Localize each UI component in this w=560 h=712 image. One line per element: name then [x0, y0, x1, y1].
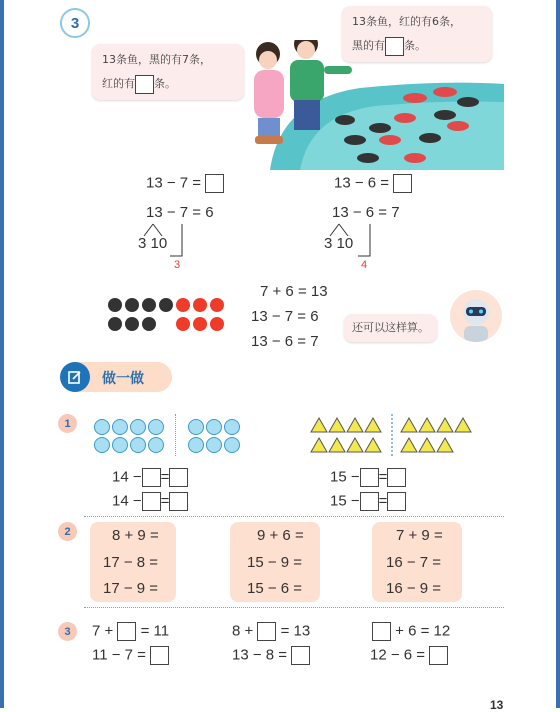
- equation-text: 15 −: [330, 468, 360, 486]
- answer-box[interactable]: [372, 622, 391, 641]
- ex2-c2-r3: 15 − 6 =: [247, 580, 303, 597]
- answer-box[interactable]: [387, 468, 406, 487]
- circle-shape: [148, 437, 164, 453]
- equation-text: 13 − 8 =: [232, 646, 288, 664]
- answer-box[interactable]: [142, 468, 161, 487]
- circle-shape: [94, 437, 110, 453]
- ex1-left-eq2: [112, 492, 188, 511]
- ex3-r1-c1: [92, 622, 169, 641]
- exercise-badge-3: 3: [58, 622, 77, 641]
- equation-text: 13 − 6 =: [334, 174, 390, 192]
- ex2-c3-r2: 16 − 7 =: [386, 554, 442, 571]
- red-dot: [176, 317, 190, 331]
- circle-shape: [112, 419, 128, 435]
- bubble-girl-pre: 红的有: [102, 77, 135, 90]
- robot-avatar: [450, 290, 502, 342]
- section-divider: [84, 607, 504, 608]
- ex2-c2-r2: 15 − 9 =: [247, 554, 303, 571]
- equation-text: 14 −: [112, 492, 142, 510]
- ex2-c3-r1: 7 + 9 =: [396, 527, 443, 544]
- answer-box[interactable]: [169, 492, 188, 511]
- red-dot: [210, 317, 224, 331]
- circle-shape: [130, 437, 146, 453]
- fact-family-2: 13 − 7 = 6: [251, 308, 319, 325]
- equation-text: 7 +: [92, 622, 114, 640]
- black-dot: [108, 298, 122, 312]
- practice-icon: [60, 362, 90, 392]
- triangle-group: [308, 414, 478, 458]
- answer-box[interactable]: [257, 622, 276, 641]
- page-border-right: [556, 0, 560, 708]
- answer-box[interactable]: [135, 75, 154, 94]
- red-dot: [210, 298, 224, 312]
- bubble-boy-line1: 13条鱼，红的有6条，: [352, 15, 461, 28]
- circle-shape: [206, 437, 222, 453]
- circle-shape: [112, 437, 128, 453]
- page-border-left: [0, 0, 4, 708]
- speech-bubble-girl: [92, 44, 244, 100]
- answer-box[interactable]: [429, 646, 448, 665]
- section-divider: [84, 516, 504, 517]
- decomp-left-eq: 13 − 7 = 6: [146, 204, 214, 221]
- circle-shape: [188, 437, 204, 453]
- equation-text: = 13: [280, 622, 311, 640]
- black-dot: [159, 298, 173, 312]
- equation-text: 15 −: [330, 492, 360, 510]
- equation-text: 8 +: [232, 622, 254, 640]
- black-dot: [142, 317, 156, 331]
- equation-text: 11 − 7 =: [92, 646, 146, 664]
- ex1-left-eq1: [112, 468, 188, 487]
- decomp-left-parts: 3 10: [138, 235, 168, 252]
- ex2-c1-r2: 17 − 8 =: [103, 554, 159, 571]
- practice-title: 做一做: [102, 371, 144, 387]
- equation-text: 13 − 7 =: [146, 174, 202, 192]
- circle-shape: [224, 437, 240, 453]
- answer-box[interactable]: [291, 646, 310, 665]
- equation-text: 14 −: [112, 468, 142, 486]
- answer-box[interactable]: [360, 492, 379, 511]
- fact-family-1: 7 + 6 = 13: [260, 283, 328, 300]
- equals-sign: =: [160, 468, 170, 486]
- ex3-r2-c3: [370, 646, 448, 665]
- red-dot: [193, 317, 207, 331]
- ex2-c3-r3: 16 − 9 =: [386, 580, 442, 597]
- ex3-r1-c3: [372, 622, 450, 641]
- circle-shape: [188, 419, 204, 435]
- equation-text: = 11: [140, 622, 170, 640]
- ex2-c1-r1: 8 + 9 =: [112, 527, 159, 544]
- answer-box[interactable]: [117, 622, 136, 641]
- black-dot: [142, 298, 156, 312]
- red-dot: [193, 298, 207, 312]
- bubble-girl-line1: 13条鱼，黑的有7条，: [102, 53, 211, 66]
- circle-shape: [224, 419, 240, 435]
- black-dot: [108, 317, 122, 331]
- exercise-badge-1: 1: [58, 414, 77, 433]
- circle-shape: [206, 419, 222, 435]
- answer-box[interactable]: [169, 468, 188, 487]
- speech-bubble-boy: [342, 6, 492, 62]
- group-divider: [175, 414, 176, 456]
- answer-box[interactable]: [150, 646, 169, 665]
- answer-box[interactable]: [387, 492, 406, 511]
- black-dot: [125, 317, 139, 331]
- red-dot: [176, 298, 190, 312]
- answer-box[interactable]: [393, 174, 412, 193]
- equation-top-right: [334, 174, 412, 193]
- fact-family-3: 13 − 6 = 7: [251, 333, 319, 350]
- bubble-girl-post: 条。: [154, 77, 176, 90]
- bubble-boy-post: 条。: [404, 39, 426, 52]
- ex1-right-eq1: [330, 468, 406, 487]
- equals-sign: =: [378, 468, 388, 486]
- ex2-c2-r1: 9 + 6 =: [257, 527, 304, 544]
- equation-top-left: [146, 174, 224, 193]
- decomp-right-result: 4: [361, 259, 368, 271]
- equation-text: + 6 = 12: [395, 622, 451, 640]
- equation-text: 12 − 6 =: [370, 646, 426, 664]
- ex3-r1-c2: [232, 622, 310, 641]
- ex2-c1-r3: 17 − 9 =: [103, 580, 159, 597]
- answer-box[interactable]: [360, 468, 379, 487]
- page-number: 13: [490, 698, 504, 712]
- circle-shape: [148, 419, 164, 435]
- circle-shape: [130, 419, 146, 435]
- ex3-r2-c2: [232, 646, 310, 665]
- equals-sign: =: [160, 492, 170, 510]
- decomp-left-result: 3: [174, 259, 181, 271]
- decomp-right-eq: 13 − 6 = 7: [332, 204, 400, 221]
- bubble-boy-pre: 黑的有: [352, 39, 385, 52]
- section-number: 3: [60, 8, 90, 38]
- equals-sign: =: [378, 492, 388, 510]
- circle-shape: [94, 419, 110, 435]
- decomp-right-parts: 3 10: [324, 235, 354, 252]
- ex3-r2-c1: [92, 646, 169, 665]
- speech-bubble-robot: 还可以这样算。: [344, 314, 437, 342]
- answer-box[interactable]: [142, 492, 161, 511]
- ex1-right-eq2: [330, 492, 406, 511]
- answer-box[interactable]: [205, 174, 224, 193]
- answer-box[interactable]: [385, 37, 404, 56]
- exercise-badge-2: 2: [58, 522, 77, 541]
- black-dot: [125, 298, 139, 312]
